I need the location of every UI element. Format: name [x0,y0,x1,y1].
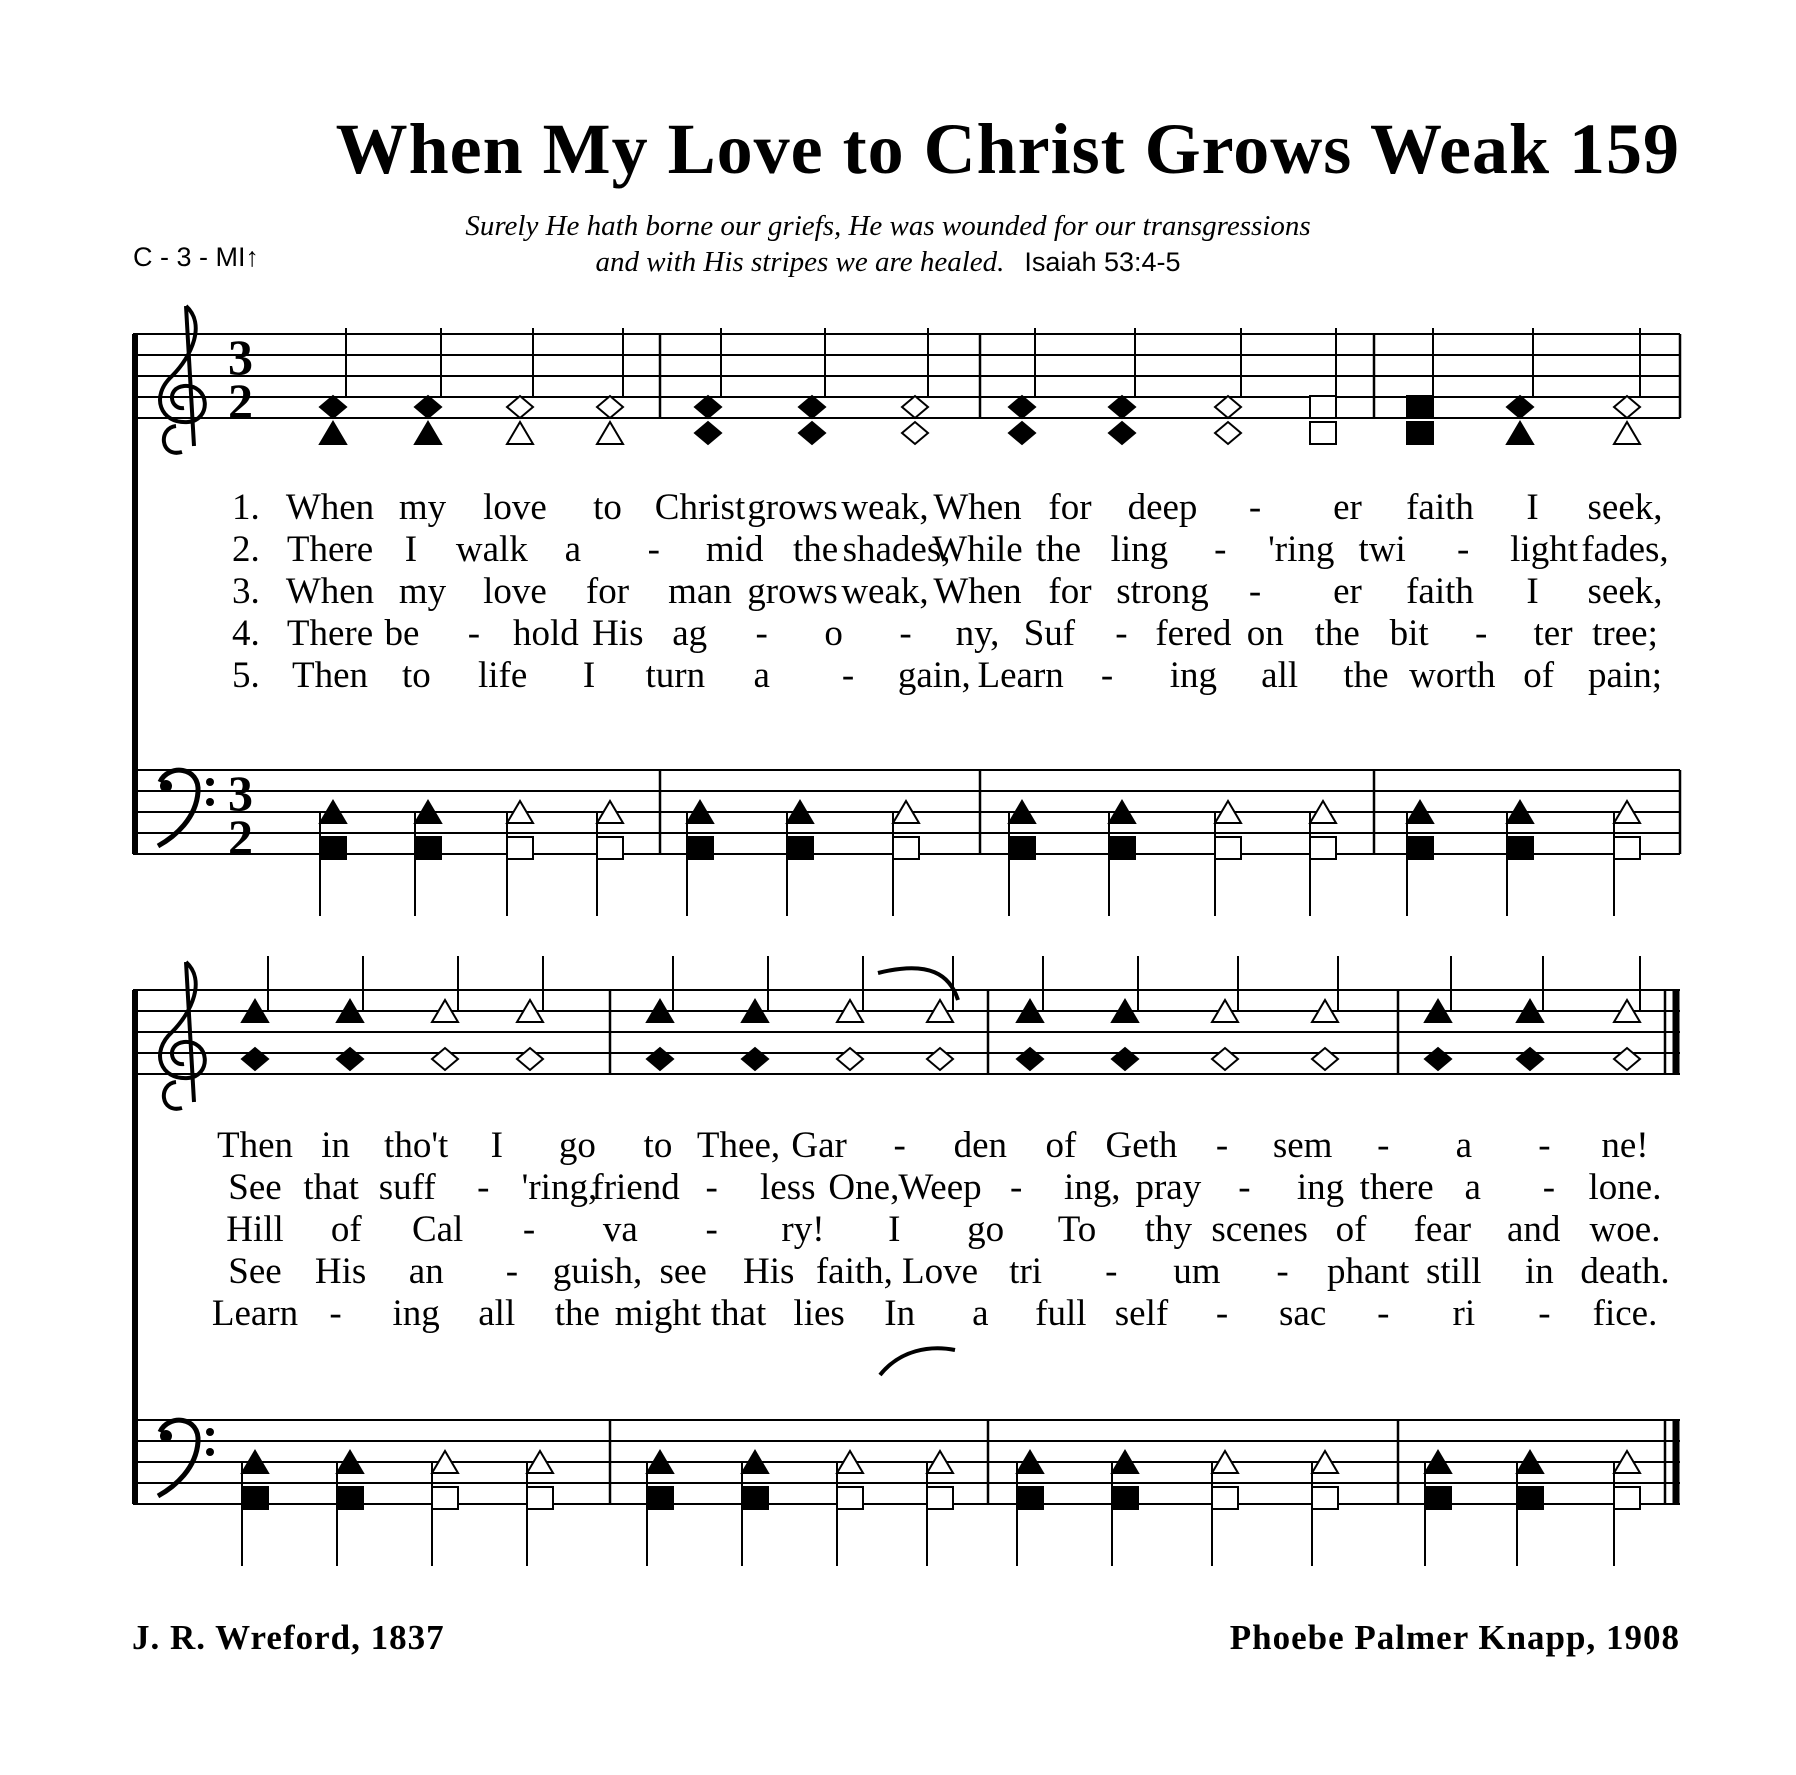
lyric-syllable: - [1105,1251,1118,1292]
lyric-syllable: - [1377,1293,1390,1334]
treble-note [1215,422,1241,444]
lyric-syllable: a [1464,1167,1481,1208]
lyric-syllable: sac [1279,1293,1327,1334]
lyric-syllable: for [1048,571,1092,612]
bass-clef-icon-dot [206,1448,214,1456]
verse-number: 5. [232,655,260,696]
lyric-syllable: the [1343,655,1389,696]
lyric-syllable: There [286,613,374,654]
treble-note [1310,422,1336,444]
lyric-syllable: woe. [1589,1209,1661,1250]
lyric-syllable: suff [378,1167,436,1208]
lyric-syllable: - [1214,529,1227,570]
lyric-syllable: - [1377,1125,1390,1166]
lyric-syllable: One, [828,1167,900,1208]
lyric-syllable: a [753,655,770,696]
lyric-syllable: See [228,1167,282,1208]
lyric-syllable: pain; [1588,655,1662,696]
slur [878,968,958,1000]
lyric-syllable: - [522,1209,536,1250]
lyric-syllable: to [401,655,431,696]
treble-clef-icon [160,962,205,1109]
lyric-syllable: er [1333,487,1362,528]
lyric-syllable: worth [1409,655,1496,696]
lyric-syllable: Learn [211,1293,299,1334]
lyric-syllable: scenes [1211,1209,1308,1250]
lyric-syllable: Love [901,1251,979,1292]
lyric-syllable: on [1246,613,1284,654]
bass-note [432,1487,458,1509]
lyric-syllable: - [329,1293,342,1334]
lyric-syllable: When [285,571,375,612]
bass-clef-icon-dot [206,798,214,806]
lyric-syllable: ing, [1063,1167,1121,1208]
lyric-syllable: pray [1135,1167,1202,1208]
lyric-syllable: Cal [411,1209,464,1250]
scripture-text-2: and with His stripes we are healed. [595,246,1005,278]
lyric-syllable: I [1526,487,1539,528]
lyric-syllable: full [1035,1293,1087,1334]
treble-note [742,1048,768,1070]
lyric-syllable: His [743,1251,795,1292]
verse-number: 1. [232,487,260,528]
treble-note [647,1048,673,1070]
bass-clef-icon-dot [206,778,214,786]
bass-note [1215,837,1241,859]
lyric-syllable: Learn [977,655,1064,696]
treble-note [1507,422,1533,444]
treble-note [1407,396,1433,418]
lyric-syllable: mid [705,529,764,570]
bass-note [927,1487,953,1509]
lyric-syllable: va [602,1209,638,1250]
lyric-syllable: - [705,1167,718,1208]
lyric-syllable: walk [455,529,528,570]
lyric-syllable: a [972,1293,989,1334]
lyric-syllable: tree; [1592,613,1658,654]
treble-note [1009,422,1035,444]
treble-note [432,1048,458,1070]
treble-note [1310,396,1336,418]
treble-note [1507,396,1533,418]
lyric-syllable: Gar [791,1125,847,1166]
lyric-syllable: - [705,1209,718,1250]
treble-note [597,396,623,418]
treble-note [415,396,441,418]
lyric-syllable: ri [1452,1293,1476,1334]
lyric-syllable: tri [1009,1251,1043,1292]
lyric-syllable: fades, [1581,529,1669,570]
lyric-syllable: a [1455,1125,1473,1166]
treble-note [597,422,623,444]
bass-note [1614,1487,1640,1509]
lyric-syllable: life [478,655,528,696]
verse-number: 4. [232,613,260,654]
bass-note [1310,837,1336,859]
bass-note [1517,1487,1543,1509]
lyric-syllable: that [710,1293,767,1334]
lyric-syllable: death. [1580,1251,1670,1292]
scripture-reference: Isaiah 53:4-5 [1024,247,1181,277]
treble-note [1312,1048,1338,1070]
lyric-syllable: and [1506,1209,1561,1250]
lyric-syllable: thy [1144,1209,1192,1250]
author-credit: J. R. Wreford, 1837 [132,1618,445,1657]
lyric-syllable: all [478,1293,516,1334]
bass-note [507,837,533,859]
treble-note [517,1048,543,1070]
lyric-syllable: - [1009,1167,1023,1208]
lyric-syllable: faith, [815,1251,893,1292]
lyric-syllable: man [668,571,732,612]
lyric-syllable: see [659,1251,707,1292]
lyric-syllable: might [614,1293,702,1334]
bass-note [597,837,623,859]
treble-note [1425,1048,1451,1070]
lyric-syllable: fered [1155,613,1232,654]
lyric-syllable: o [824,613,843,654]
lyric-syllable: - [841,655,855,696]
bass-note [415,837,441,859]
lyric-syllable: - [1215,1293,1229,1334]
treble-note [1614,396,1640,418]
treble-note [507,396,533,418]
treble-note [242,1048,268,1070]
lyric-syllable: my [398,487,447,528]
lyric-syllable: a [564,529,582,570]
lyric-syllable: - [467,613,481,654]
lyric-syllable: um [1173,1251,1221,1292]
lyric-syllable: all [1261,655,1299,696]
bass-note [742,1487,768,1509]
lyric-syllable: to [593,487,622,528]
bass-note [320,837,346,859]
lyric-syllable: go [558,1125,596,1166]
lyric-syllable: er [1333,571,1362,612]
lyric-syllable: fice. [1592,1293,1658,1334]
treble-note [507,422,533,444]
bass-clef-icon-dot [160,780,172,792]
lyric-syllable: of [1335,1209,1367,1250]
lyric-syllable: grows [747,487,838,528]
lyric-syllable: I [1526,571,1539,612]
lyric-syllable: an [408,1251,444,1292]
lyric-syllable: ter [1533,613,1573,654]
lyric-syllable: light [1510,529,1578,570]
lyric-syllable: When [285,487,375,528]
lyric-syllable: Hill [226,1209,284,1250]
lyric-syllable: love [483,571,547,612]
treble-note [320,422,346,444]
composer-credit: Phoebe Palmer Knapp, 1908 [1229,1618,1680,1657]
key-info: C - 3 - MI↑ [133,242,259,272]
lyric-syllable: 'ring [1268,529,1335,570]
bass-note [527,1487,553,1509]
lyric-syllable: phant [1327,1251,1410,1292]
treble-note [1112,1048,1138,1070]
lyric-syllable: seek, [1587,487,1663,528]
lyric-syllable: ing [392,1293,440,1334]
lyric-syllable: - [1538,1293,1551,1334]
lyric-syllable: Geth [1105,1125,1178,1166]
bass-clef-icon-dot [206,1428,214,1436]
lyric-syllable: Then [291,655,369,696]
lyric-syllable: less [760,1167,816,1208]
lyric-syllable: to [643,1125,673,1166]
lyric-syllable: - [1248,571,1262,612]
lyric-syllable: in [321,1125,350,1166]
bass-note [647,1487,673,1509]
lyric-syllable: that [303,1167,359,1208]
lyric-syllable: for [585,571,630,612]
lyric-syllable: There [286,529,374,570]
time-signature-bottom: 2 [228,809,253,865]
bass-note [1407,837,1433,859]
bass-note [687,837,713,859]
lyric-syllable: - [1115,613,1128,654]
lyric-syllable: See [228,1251,282,1292]
lyric-syllable: - [1538,1125,1551,1166]
treble-note [1517,1048,1543,1070]
lyric-syllable: - [477,1167,490,1208]
lyric-syllable: the [554,1293,600,1334]
treble-note [1017,1048,1043,1070]
slur [880,1348,955,1375]
lyric-syllable: I [490,1125,503,1166]
lyric-syllable: strong [1116,571,1209,612]
bass-note [1212,1487,1238,1509]
lyric-syllable: ing [1169,655,1217,696]
treble-note [1212,1048,1238,1070]
treble-note [1614,1048,1640,1070]
treble-note [1009,396,1035,418]
lyric-syllable: still [1425,1251,1482,1292]
lyric-syllable: my [398,571,447,612]
lyric-syllable: guish, [552,1251,643,1292]
bass-clef-icon-dot [160,1430,172,1442]
lyric-syllable: in [1524,1251,1554,1292]
lyric-syllable: When [933,571,1022,612]
treble-note [799,422,825,444]
lyric-syllable: While [932,529,1023,570]
lyric-syllable: be [384,613,420,654]
time-signature-bottom: 2 [228,373,253,429]
treble-note [1215,396,1241,418]
time-signature-top: 3 [228,765,253,821]
lyric-syllable: hold [512,613,579,654]
bass-note [1009,837,1035,859]
lyric-syllable: I [888,1209,901,1250]
bass-note [1614,837,1640,859]
treble-note [927,1048,953,1070]
lyric-syllable: twi [1358,529,1406,570]
lyric-syllable: To [1057,1209,1097,1250]
treble-note [799,396,825,418]
lyric-syllable: self [1114,1293,1169,1334]
lyric-syllable: - [647,529,660,570]
bass-note [837,1487,863,1509]
lyric-syllable: of [1523,655,1555,696]
lyric-syllable: Then [216,1125,294,1166]
scripture-line-1: Surely He hath borne our griefs, He was wounded for our transgressions [465,210,1311,242]
bass-note [1312,1487,1338,1509]
lyric-syllable: there [1359,1167,1434,1208]
bass-note [1507,837,1533,859]
lyric-syllable: - [755,613,768,654]
lyric-syllable: - [1542,1167,1556,1208]
verse-number: 3. [232,571,260,612]
lyric-syllable: ing [1296,1167,1345,1208]
lyric-syllable: ag [672,613,708,654]
treble-note [1109,396,1135,418]
lyric-syllable: sem [1272,1125,1333,1166]
lyric-syllable: ry! [781,1209,825,1250]
lyric-syllable: turn [645,655,706,696]
lyric-syllable: friend [591,1167,680,1208]
lyric-syllable: bit [1389,613,1429,654]
lyric-syllable: Weep [898,1167,982,1208]
hymn-title: When My Love to Christ Grows Weak 159 [335,109,1680,189]
treble-note [337,1048,363,1070]
lyric-syllable: of [330,1209,362,1250]
lyric-syllable: I [404,529,418,570]
lyric-syllable: lies [793,1293,845,1334]
treble-note [1109,422,1135,444]
lyric-syllable: 'ring, [521,1167,598,1208]
lyric-syllable: lone. [1588,1167,1662,1208]
bass-note [242,1487,268,1509]
lyric-syllable: - [1238,1167,1251,1208]
lyric-syllable: In [884,1293,916,1334]
lyric-syllable: for [1048,487,1092,528]
lyric-syllable: the [793,529,839,570]
lyric-syllable: weak, [841,571,929,612]
lyric-syllable: Suf [1023,613,1076,654]
lyric-syllable: His [314,1251,367,1292]
lyric-syllable: - [1474,613,1488,654]
lyric-syllable: His [592,613,644,654]
treble-note [1407,422,1433,444]
lyric-syllable: ling [1110,529,1169,570]
lyric-syllable: gain, [897,655,971,696]
treble-note [1614,422,1640,444]
treble-note [695,422,721,444]
treble-note [415,422,441,444]
lyric-syllable: love [483,487,547,528]
lyric-syllable: - [1276,1251,1289,1292]
lyric-syllable: seek, [1587,571,1663,612]
lyric-syllable: - [899,613,912,654]
lyric-syllable: the [1035,529,1082,570]
lyric-syllable: weak, [841,487,929,528]
lyric-syllable: - [893,1125,906,1166]
lyric-syllable: - [505,1251,519,1292]
lyric-syllable: of [1045,1125,1077,1166]
verse-number: 2. [232,529,260,570]
treble-note [320,396,346,418]
lyric-syllable: I [582,655,596,696]
lyric-syllable: tho't [384,1125,449,1166]
lyric-syllable: shades, [842,529,951,570]
bass-note [1112,1487,1138,1509]
lyric-syllable: - [1248,487,1262,528]
lyric-syllable: Christ [654,487,746,528]
lyric-syllable: - [1215,1125,1229,1166]
lyric-syllable: fear [1413,1209,1472,1250]
bass-note [337,1487,363,1509]
time-signature-top: 3 [228,329,253,385]
treble-note [837,1048,863,1070]
lyric-syllable: go [967,1209,1005,1250]
lyric-syllable: When [933,487,1022,528]
lyric-syllable: the [1314,613,1360,654]
lyric-syllable: ne! [1601,1125,1649,1166]
bass-note [1017,1487,1043,1509]
bass-note [1425,1487,1451,1509]
treble-note [902,422,928,444]
lyric-syllable: grows [747,571,838,612]
treble-clef-icon [160,306,205,453]
lyric-syllable: - [1100,655,1114,696]
lyric-syllable: ny, [955,613,1000,654]
lyric-syllable: Thee, [696,1125,781,1166]
lyric-syllable: - [1456,529,1470,570]
treble-note [695,396,721,418]
treble-note [902,396,928,418]
bass-note [1109,837,1135,859]
lyric-syllable: deep [1127,487,1198,528]
lyric-syllable: den [953,1125,1007,1166]
bass-note [787,837,813,859]
bass-note [893,837,919,859]
lyric-syllable: faith [1406,487,1474,528]
lyric-syllable: faith [1406,571,1474,612]
